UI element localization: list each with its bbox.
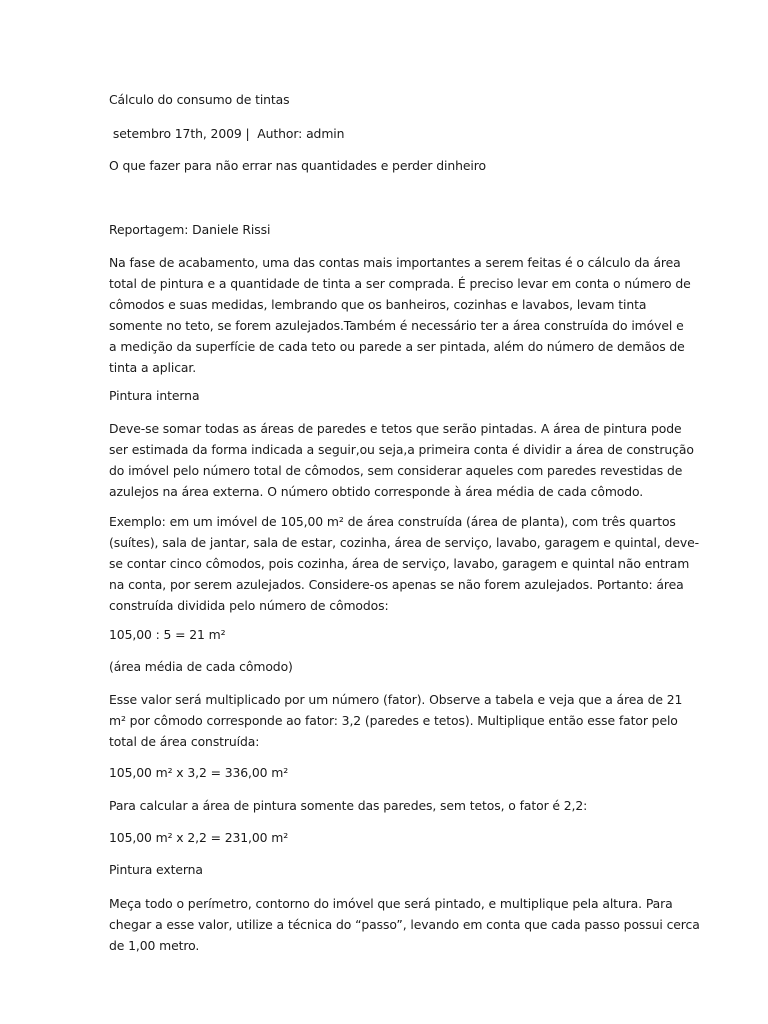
paragraph-line: Exemplo: em um imóvel de 105,00 m² de área construída (área de planta), com três quartos	[109, 514, 676, 529]
example-paragraph	[109, 511, 699, 616]
paragraph-line: azulejos na área externa. O número obtido corresponde à área média de cada cômodo.	[109, 484, 644, 499]
paragraph-line: na conta, por serem azulejados. Considere-os apenas se não forem azulejados. Portanto: área	[109, 577, 684, 592]
paragraph-line: Na fase de acabamento, uma das contas mais importantes a serem feitas é o cálculo da área	[109, 255, 681, 270]
paragraph-line: Esse valor será multiplicado por um número (fator). Observe a tabela e veja que a área de 21	[109, 692, 683, 707]
formula-walls-only: 105,00 m² x 2,2 = 231,00 m²	[109, 830, 289, 845]
section-heading-external: Pintura externa	[109, 862, 203, 877]
paragraph-line: chegar a esse valor, utilize a técnica do “passo”, levando em conta que cada passo possui cerca	[109, 917, 700, 932]
paragraph-line: cômodos e suas medidas, lembrando que os banheiros, cozinhas e lavabos, levam tinta	[109, 297, 647, 312]
intro-paragraph	[109, 252, 691, 378]
paragraph-line: m² por cômodo corresponde ao fator: 3,2 (paredes e tetos). Multiplique então esse fator pelo	[109, 713, 678, 728]
external-paragraph	[109, 893, 700, 956]
section-heading-internal: Pintura interna	[109, 388, 200, 403]
paragraph-line: Deve-se somar todas as áreas de paredes e tetos que serão pintadas. A área de pintura pode	[109, 421, 682, 436]
paragraph-line: tinta a aplicar.	[109, 360, 197, 375]
paragraph-line: somente no teto, se forem azulejados.Também é necessário ter a área construída do imóvel e	[109, 318, 684, 333]
formula-walls-ceilings: 105,00 m² x 3,2 = 336,00 m²	[109, 765, 289, 780]
formula-note: (área média de cada cômodo)	[109, 659, 293, 674]
byline: Reportagem: Daniele Rissi	[109, 222, 271, 237]
paragraph-line: construída dividida pelo número de cômodos:	[109, 598, 389, 613]
document-subtitle: O que fazer para não errar nas quantidades e perder dinheiro	[109, 158, 486, 173]
paragraph-line: total de pintura e a quantidade de tinta a ser comprada. É preciso levar em conta o número de	[109, 276, 691, 291]
document-title: Cálculo do consumo de tintas	[109, 92, 290, 107]
walls-only-paragraph: Para calcular a área de pintura somente das paredes, sem tetos, o fator é 2,2:	[109, 798, 588, 813]
paragraph-line: se contar cinco cômodos, pois cozinha, área de serviço, lavabo, garagem e quintal não entram	[109, 556, 690, 571]
paragraph-line: ser estimada da forma indicada a seguir,ou seja,a primeira conta é dividir a área de construção	[109, 442, 694, 457]
factor-paragraph	[109, 689, 683, 752]
paragraph-line: do imóvel pelo número total de cômodos, sem considerar aqueles com paredes revestidas de	[109, 463, 683, 478]
paragraph-line: a medição da superfície de cada teto ou parede a ser pintada, além do número de demãos de	[109, 339, 685, 354]
paragraph-line: total de área construída:	[109, 734, 260, 749]
post-meta: setembro 17th, 2009 | Author: admin	[109, 126, 345, 141]
internal-paragraph	[109, 418, 694, 502]
paragraph-line: de 1,00 metro.	[109, 938, 200, 953]
formula-average-area: 105,00 : 5 = 21 m²	[109, 627, 226, 642]
paragraph-line: (suítes), sala de jantar, sala de estar, cozinha, área de serviço, lavabo, garagem e quintal, deve-	[109, 535, 699, 550]
paragraph-line: Meça todo o perímetro, contorno do imóvel que será pintado, e multiplique pela altura. Para	[109, 896, 673, 911]
